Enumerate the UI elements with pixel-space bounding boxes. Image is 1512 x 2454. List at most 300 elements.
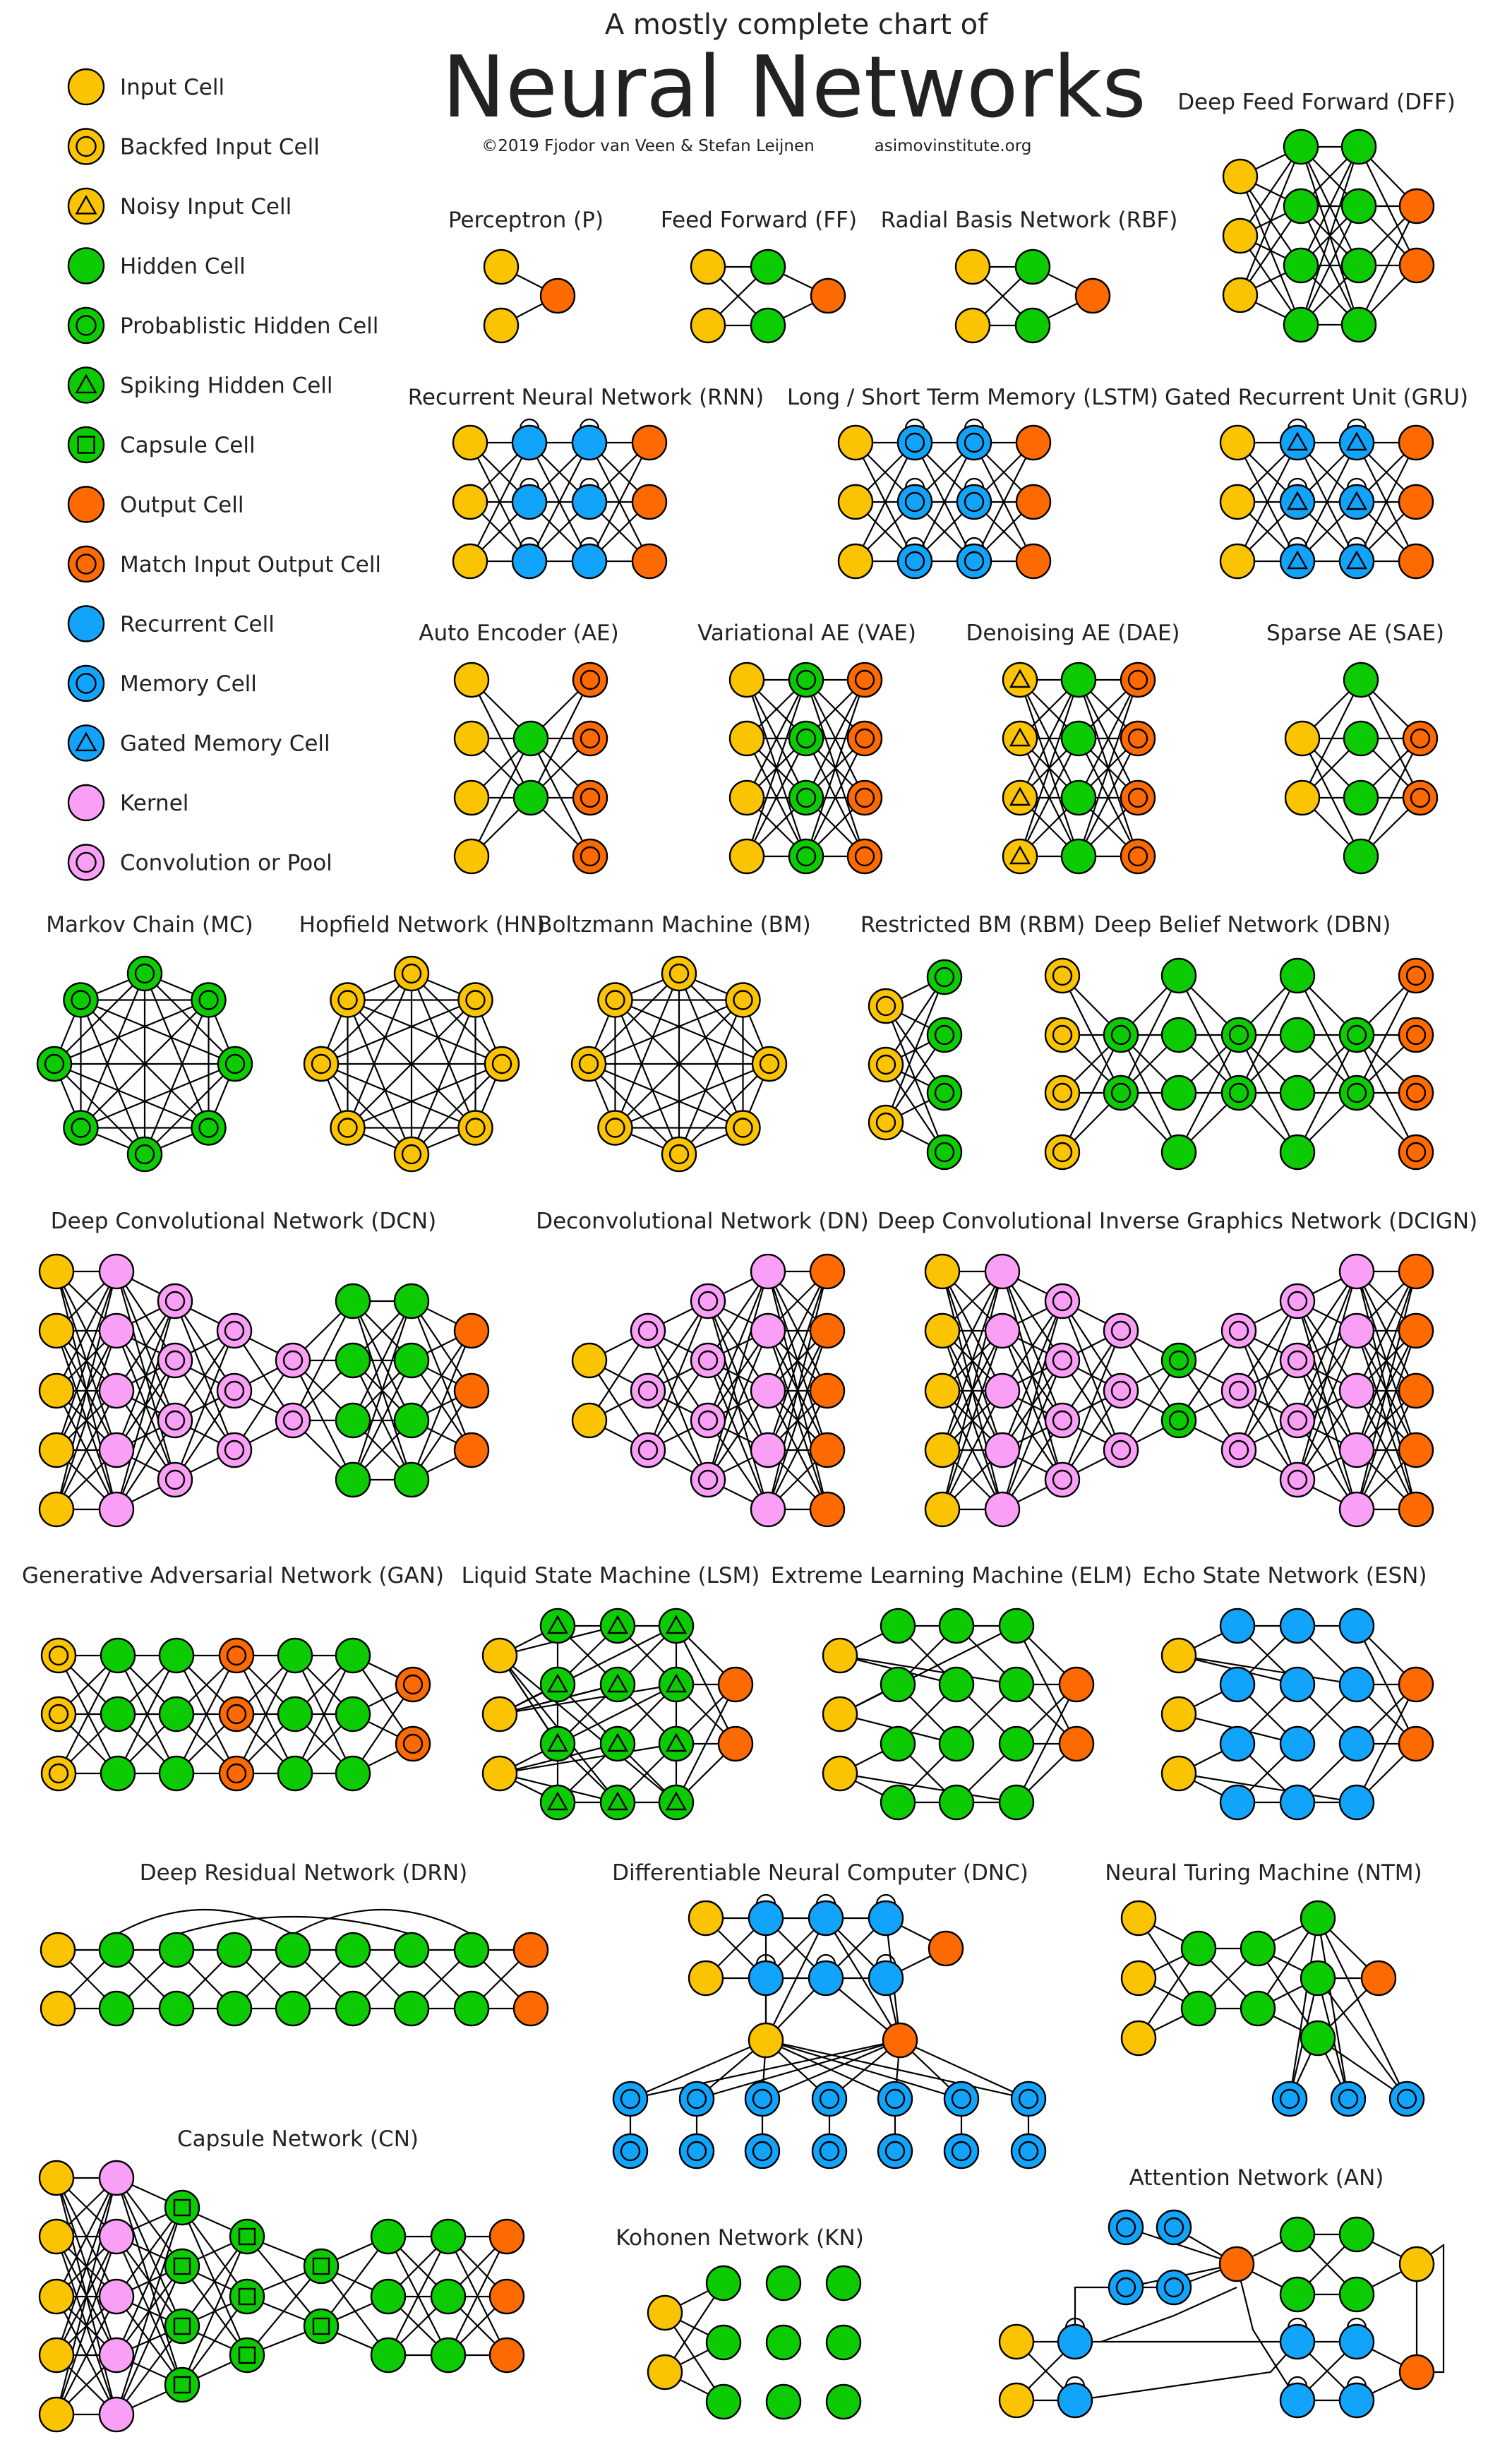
input-cell xyxy=(455,839,488,873)
legend-item xyxy=(68,308,378,343)
probabilistic-hidden-cell xyxy=(128,957,162,990)
convolution-pool-cell xyxy=(276,1343,310,1377)
hidden-cell xyxy=(751,309,785,342)
backfed-input-cell xyxy=(598,1111,632,1145)
recurrent-cell xyxy=(869,1901,903,1935)
connections xyxy=(1020,680,1138,856)
network-label-sae: Sparse AE (SAE) xyxy=(1266,621,1445,646)
match-input-output-cell xyxy=(573,781,607,815)
spiking-hidden-cell xyxy=(68,368,104,403)
legend-label: Output Cell xyxy=(120,492,244,518)
probabilistic-hidden-cell xyxy=(1104,1076,1138,1110)
memory-cell xyxy=(68,666,104,701)
probabilistic-hidden-cell xyxy=(1104,1018,1138,1052)
output-cell xyxy=(1016,426,1050,460)
memory-cell xyxy=(1012,2134,1045,2168)
output-cell xyxy=(719,1668,752,1701)
network-sae xyxy=(1266,621,1444,873)
match-input-output-cell xyxy=(1403,722,1437,755)
gated-memory-cell xyxy=(1280,485,1314,519)
network-label-bm: Boltzmann Machine (BM) xyxy=(537,912,811,938)
spiking-hidden-cell xyxy=(541,1668,575,1701)
network-label-dcn: Deep Convolutional Network (DCN) xyxy=(50,1209,437,1234)
cells xyxy=(823,1609,1093,1819)
output-cell xyxy=(514,1933,548,1967)
memory-cell xyxy=(745,2082,779,2116)
legend-item xyxy=(68,249,246,284)
recurrent-cell xyxy=(809,1901,843,1935)
hidden-cell xyxy=(1000,1668,1033,1701)
convolution-pool-cell xyxy=(1280,1343,1314,1377)
capsule-cell xyxy=(165,2309,199,2343)
backfed-input-cell xyxy=(869,989,903,1023)
backfed-input-cell xyxy=(869,1048,903,1082)
chart-site: asimovinstitute.org xyxy=(874,137,1032,155)
hidden-cell xyxy=(881,1727,915,1761)
match-input-output-cell xyxy=(396,1668,430,1701)
hidden-cell xyxy=(1284,130,1318,164)
output-cell xyxy=(1399,1314,1433,1348)
network-drn xyxy=(41,1860,548,2025)
memory-cell xyxy=(613,2082,647,2116)
input-cell xyxy=(1285,722,1319,755)
spiking-hidden-cell xyxy=(601,1609,635,1643)
input-cell xyxy=(839,544,872,578)
memory-cell xyxy=(812,2134,846,2168)
backfed-input-cell xyxy=(42,1756,76,1790)
output-cell xyxy=(1399,1668,1433,1701)
connections xyxy=(470,419,649,561)
legend-item xyxy=(68,785,188,820)
network-vae xyxy=(697,621,916,873)
hidden-cell xyxy=(395,1284,428,1318)
hidden-cell xyxy=(751,250,785,284)
input-cell xyxy=(1162,1697,1196,1731)
connections xyxy=(500,1626,736,1802)
input-cell xyxy=(925,1255,959,1288)
hidden-cell xyxy=(940,1727,973,1761)
memory-cell xyxy=(613,2134,647,2168)
hidden-cell xyxy=(1280,959,1314,993)
hidden-cell xyxy=(160,1639,193,1672)
input-cell xyxy=(1223,160,1257,193)
recurrent-cell xyxy=(572,485,606,519)
input-cell xyxy=(839,426,872,460)
hidden-cell xyxy=(707,2266,740,2300)
recurrent-cell xyxy=(1340,1609,1374,1643)
backfed-input-cell xyxy=(726,983,760,1017)
output-cell xyxy=(1399,544,1433,578)
network-label-lstm: Long / Short Term Memory (LSTM) xyxy=(787,385,1158,410)
backfed-input-cell xyxy=(752,1047,786,1081)
output-cell xyxy=(1400,2355,1434,2389)
spiking-hidden-cell xyxy=(601,1785,635,1819)
hidden-cell xyxy=(278,1697,312,1731)
hidden-cell xyxy=(1280,1076,1314,1110)
convolution-pool-cell xyxy=(158,1343,192,1377)
hidden-cell xyxy=(514,722,548,755)
probabilistic-hidden-cell xyxy=(928,960,961,994)
spiking-hidden-cell xyxy=(601,1668,635,1701)
match-input-output-cell xyxy=(1399,1076,1433,1110)
memory-cell xyxy=(812,2082,846,2116)
input-cell xyxy=(1223,219,1257,253)
convolution-pool-cell xyxy=(276,1403,310,1437)
input-cell xyxy=(1285,781,1319,815)
kernel-cell xyxy=(985,1433,1019,1467)
memory-cell xyxy=(680,2082,714,2116)
probabilistic-hidden-cell xyxy=(218,1047,252,1081)
memory-cell xyxy=(680,2134,714,2168)
hidden-cell xyxy=(1162,1135,1196,1169)
hidden-cell xyxy=(1000,1609,1033,1643)
hidden-cell xyxy=(1301,2021,1335,2055)
capsule-cell xyxy=(165,2191,199,2225)
network-dbn xyxy=(1045,912,1433,1169)
recurrent-cell xyxy=(809,1961,843,1995)
legend-item xyxy=(68,368,333,403)
backfed-input-cell xyxy=(662,957,696,990)
probabilistic-hidden-cell xyxy=(128,1137,162,1171)
hidden-cell xyxy=(827,2385,860,2419)
input-cell xyxy=(730,663,764,697)
hidden-cell xyxy=(767,2266,800,2300)
memory-cell xyxy=(944,2082,978,2116)
output-cell xyxy=(811,279,845,313)
input-cell xyxy=(749,2023,783,2057)
network-label-dae: Denoising AE (DAE) xyxy=(966,621,1180,646)
input-cell xyxy=(455,722,488,755)
output-cell xyxy=(1399,1255,1433,1288)
spiking-hidden-cell xyxy=(659,1609,693,1643)
spiking-hidden-cell xyxy=(541,1727,575,1761)
cells xyxy=(40,2161,524,2431)
hidden-cell xyxy=(881,1668,915,1701)
backfed-input-cell xyxy=(395,957,428,990)
legend-label: Recurrent Cell xyxy=(120,611,275,638)
network-mc xyxy=(37,912,253,1171)
spiking-hidden-cell xyxy=(541,1785,575,1819)
convolution-pool-cell xyxy=(1104,1314,1138,1348)
output-cell xyxy=(1399,1433,1433,1467)
output-cell xyxy=(719,1727,752,1761)
hidden-cell xyxy=(881,1785,915,1819)
hidden-cell xyxy=(1340,2278,1374,2311)
kernel-cell xyxy=(1340,1433,1374,1467)
network-label-dnc: Differentiable Neural Computer (DNC) xyxy=(612,1860,1028,1886)
hidden-cell xyxy=(1162,1018,1196,1052)
legend-label: Noisy Input Cell xyxy=(120,194,292,220)
connections xyxy=(1062,976,1416,1152)
output-cell xyxy=(810,1433,844,1467)
recurrent-cell xyxy=(572,544,606,578)
cells xyxy=(648,2266,860,2419)
network-dn xyxy=(536,1209,869,1526)
kernel-cell xyxy=(100,1314,133,1348)
network-label-an: Attention Network (AN) xyxy=(1129,2165,1384,2191)
recurrent-cell xyxy=(749,1961,783,1995)
input-cell xyxy=(40,2338,73,2372)
probabilistic-hidden-cell xyxy=(64,1111,97,1145)
convolution-pool-cell xyxy=(1104,1374,1138,1408)
input-cell xyxy=(40,1374,73,1408)
connections xyxy=(1179,1626,1416,1802)
network-label-ntm: Neural Turing Machine (NTM) xyxy=(1105,1860,1422,1886)
hidden-cell xyxy=(395,1933,428,1967)
backfed-input-cell xyxy=(572,1047,606,1081)
input-cell xyxy=(41,1933,75,1967)
kernel-cell xyxy=(751,1492,785,1526)
hidden-cell xyxy=(881,1609,915,1643)
recurrent-cell xyxy=(1058,2383,1092,2417)
recurrent-cell xyxy=(1340,1727,1374,1761)
memory-cell xyxy=(878,2082,912,2116)
hidden-cell xyxy=(395,1463,428,1497)
input-cell xyxy=(925,1314,959,1348)
input-cell xyxy=(484,309,518,342)
hidden-cell xyxy=(1000,1785,1033,1819)
chart-header xyxy=(442,8,1146,155)
network-ntm xyxy=(1105,1860,1424,2116)
backfed-input-cell xyxy=(42,1697,76,1731)
kernel-cell xyxy=(68,785,104,820)
convolution-pool-cell xyxy=(631,1314,665,1348)
memory-cell xyxy=(957,485,991,519)
network-rbf xyxy=(881,208,1178,342)
hidden-cell xyxy=(1340,2217,1374,2251)
network-cn xyxy=(40,2126,524,2431)
recurrent-cell xyxy=(1220,1609,1254,1643)
hidden-cell xyxy=(101,1756,135,1790)
spiking-hidden-cell xyxy=(659,1785,693,1819)
network-rnn xyxy=(408,385,764,578)
input-cell xyxy=(455,663,488,697)
convolution-pool-cell xyxy=(1280,1284,1314,1318)
spiking-hidden-cell xyxy=(659,1727,693,1761)
hidden-cell xyxy=(1284,249,1318,282)
network-label-p: Perceptron (P) xyxy=(448,208,604,233)
hidden-cell xyxy=(1062,722,1096,755)
convolution-pool-cell xyxy=(217,1433,251,1467)
legend-label: Input Cell xyxy=(120,75,225,100)
match-input-output-cell xyxy=(848,839,882,873)
gated-memory-cell xyxy=(1340,485,1374,519)
hidden-cell xyxy=(101,1697,135,1731)
output-cell xyxy=(632,544,666,578)
network-hn xyxy=(299,912,546,1171)
kernel-cell xyxy=(751,1255,785,1288)
hidden-cell xyxy=(100,1933,133,1967)
recurrent-cell xyxy=(1058,2325,1092,2359)
hidden-cell xyxy=(371,2280,405,2314)
input-cell xyxy=(1220,485,1254,519)
convolution-pool-cell xyxy=(691,1343,725,1377)
input-cell xyxy=(823,1639,857,1672)
recurrent-cell xyxy=(749,1901,783,1935)
input-cell xyxy=(925,1433,959,1467)
hidden-cell xyxy=(100,1992,133,2025)
legend-label: Probablistic Hidden Cell xyxy=(120,313,379,339)
input-cell xyxy=(1122,2021,1156,2055)
input-cell xyxy=(40,2220,73,2254)
probabilistic-hidden-cell xyxy=(1162,1343,1196,1377)
probabilistic-hidden-cell xyxy=(1222,1018,1256,1052)
memory-cell xyxy=(878,2134,912,2168)
legend-item xyxy=(68,845,332,880)
network-label-drn: Deep Residual Network (DRN) xyxy=(139,1860,468,1886)
input-cell xyxy=(648,2296,682,2330)
network-gan xyxy=(22,1563,444,1790)
output-cell xyxy=(883,2023,917,2057)
convolution-pool-cell xyxy=(217,1314,251,1348)
hidden-cell xyxy=(1284,308,1318,342)
input-cell xyxy=(730,781,764,815)
kernel-cell xyxy=(751,1374,785,1408)
memory-cell xyxy=(1157,2210,1191,2244)
backfed-input-cell xyxy=(869,1106,903,1139)
kernel-cell xyxy=(100,2398,133,2431)
hidden-cell xyxy=(940,1785,973,1819)
kernel-cell xyxy=(1340,1314,1374,1348)
match-input-output-cell xyxy=(573,839,607,873)
recurrent-cell xyxy=(1340,2325,1374,2359)
backfed-input-cell xyxy=(395,1137,428,1171)
convolution-pool-cell xyxy=(1104,1433,1138,1467)
recurrent-cell xyxy=(869,1961,903,1995)
input-cell xyxy=(1220,544,1254,578)
convolution-pool-cell xyxy=(691,1403,725,1437)
hidden-cell xyxy=(1016,250,1050,284)
cells xyxy=(925,1255,1433,1526)
gated-memory-cell xyxy=(1340,426,1374,460)
gated-memory-cell xyxy=(68,726,104,761)
capsule-cell xyxy=(230,2338,264,2372)
legend-item xyxy=(68,129,320,164)
convolution-pool-cell xyxy=(1045,1463,1079,1497)
input-cell xyxy=(925,1492,959,1526)
output-cell xyxy=(1016,485,1050,519)
memory-cell xyxy=(1109,2270,1143,2304)
input-cell xyxy=(453,544,487,578)
connections xyxy=(856,419,1033,561)
hidden-cell xyxy=(278,1756,312,1790)
hidden-cell xyxy=(336,1933,370,1967)
backfed-input-cell xyxy=(68,129,104,164)
legend-label: Kernel xyxy=(120,791,189,816)
kernel-cell xyxy=(985,1255,1019,1288)
capsule-cell xyxy=(304,2249,338,2283)
noisy-input-cell xyxy=(1003,839,1037,873)
hidden-cell xyxy=(395,1343,428,1377)
output-cell xyxy=(810,1492,844,1526)
input-cell xyxy=(1122,1901,1156,1935)
recurrent-cell xyxy=(1220,1727,1254,1761)
output-cell xyxy=(1399,426,1433,460)
input-cell xyxy=(483,1756,517,1790)
chart-title: Neural Networks xyxy=(442,39,1146,137)
chart-pre-title: A mostly complete chart of xyxy=(604,8,988,41)
hidden-cell xyxy=(455,1933,488,1967)
memory-cell xyxy=(957,426,991,460)
convolution-pool-cell xyxy=(1045,1403,1079,1437)
network-label-gan: Generative Adversarial Network (GAN) xyxy=(22,1563,444,1588)
input-cell xyxy=(823,1697,857,1731)
cells xyxy=(484,250,575,342)
cells xyxy=(1000,2210,1434,2417)
network-label-rbf: Radial Basis Network (RBF) xyxy=(880,208,1178,233)
hidden-cell xyxy=(1016,309,1050,342)
input-cell xyxy=(40,1433,73,1467)
input-cell xyxy=(1000,2383,1033,2417)
probabilistic-hidden-cell xyxy=(68,308,104,343)
output-cell xyxy=(810,1255,844,1288)
input-cell xyxy=(730,839,764,873)
hidden-cell xyxy=(1241,1932,1275,1965)
hidden-cell xyxy=(1241,1992,1275,2025)
match-input-output-cell xyxy=(68,546,104,582)
probabilistic-hidden-cell xyxy=(192,1111,226,1145)
legend-label: Gated Memory Cell xyxy=(120,731,330,757)
match-input-output-cell xyxy=(848,722,882,755)
network-elm xyxy=(771,1563,1132,1819)
network-dnc xyxy=(612,1860,1045,2168)
backfed-input-cell xyxy=(726,1111,760,1145)
convolution-pool-cell xyxy=(1045,1343,1079,1377)
cells xyxy=(1122,1901,1424,2116)
legend-item xyxy=(68,666,257,701)
network-label-dn: Deconvolutional Network (DN) xyxy=(536,1209,869,1234)
network-dae xyxy=(966,621,1180,873)
hidden-cell xyxy=(68,249,104,284)
cells xyxy=(956,250,1110,342)
network-ff xyxy=(661,208,857,342)
hidden-cell xyxy=(1344,663,1378,697)
kernel-cell xyxy=(100,1433,133,1467)
match-input-output-cell xyxy=(848,663,882,697)
output-cell xyxy=(632,485,666,519)
hidden-cell xyxy=(1280,2217,1314,2251)
cells xyxy=(41,1933,548,2025)
probabilistic-hidden-cell xyxy=(789,722,823,755)
capsule-cell xyxy=(230,2220,264,2254)
spiking-hidden-cell xyxy=(601,1727,635,1761)
hidden-cell xyxy=(160,1697,193,1731)
input-cell xyxy=(689,1901,723,1935)
output-cell xyxy=(490,2280,524,2314)
kernel-cell xyxy=(100,2280,133,2314)
hidden-cell xyxy=(1301,1961,1335,1995)
connections xyxy=(747,680,865,856)
hidden-cell xyxy=(940,1609,973,1643)
convolution-pool-cell xyxy=(631,1433,665,1467)
hidden-cell xyxy=(1280,2278,1314,2311)
recurrent-cell xyxy=(1220,1785,1254,1819)
cells xyxy=(455,663,607,873)
hidden-cell xyxy=(514,781,548,815)
kernel-cell xyxy=(751,1433,785,1467)
backfed-input-cell xyxy=(42,1639,76,1672)
hidden-cell xyxy=(1182,1992,1216,2025)
input-cell xyxy=(1400,2247,1434,2281)
legend-label: Capsule Cell xyxy=(120,433,256,458)
hidden-cell xyxy=(1162,959,1196,993)
output-cell xyxy=(1400,189,1434,223)
convolution-pool-cell xyxy=(1280,1403,1314,1437)
gated-memory-cell xyxy=(1280,426,1314,460)
match-input-output-cell xyxy=(396,1727,430,1761)
match-input-output-cell xyxy=(573,722,607,755)
output-cell xyxy=(68,487,104,522)
